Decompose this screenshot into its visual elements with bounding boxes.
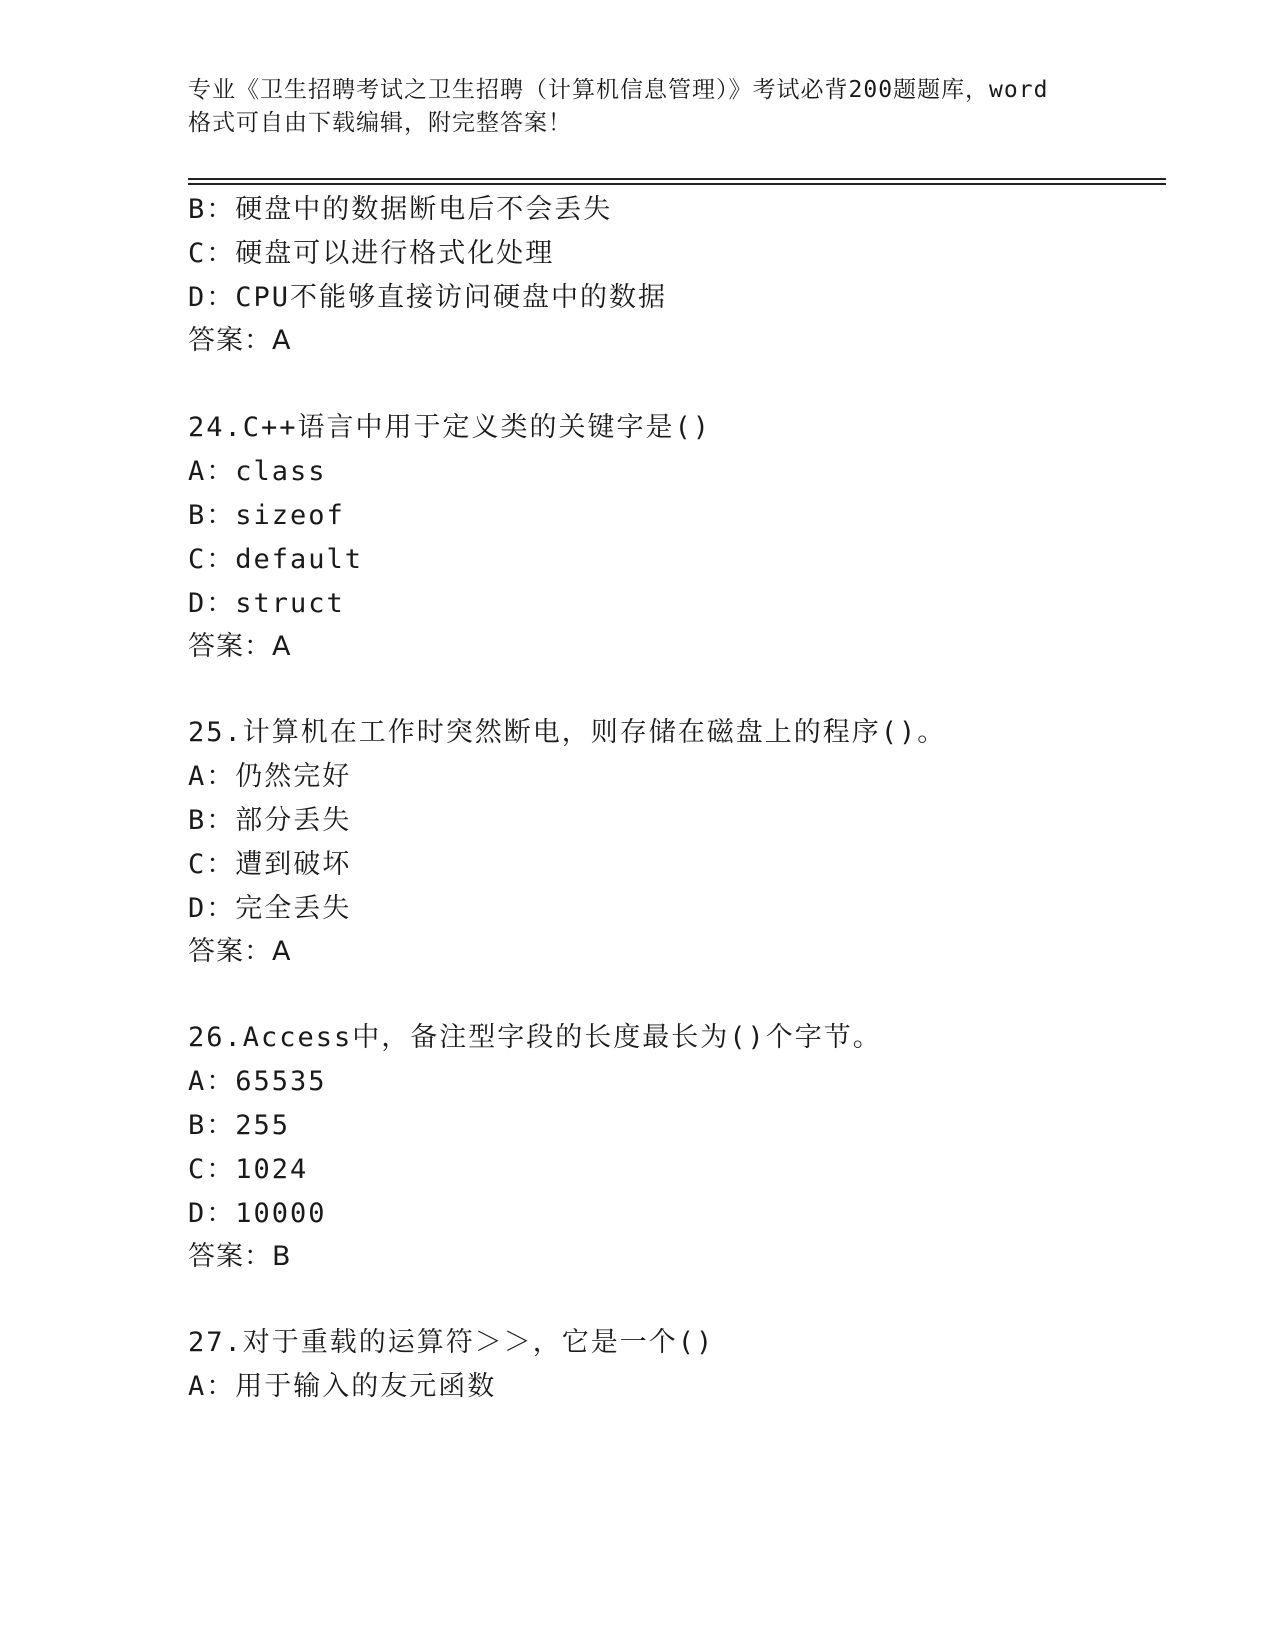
q25-title: 25.计算机在工作时突然断电，则存储在磁盘上的程序()。 (188, 717, 947, 748)
prev-question-option-d: D：CPU不能够直接访问硬盘中的数据 (188, 282, 668, 313)
prev-question-option-b: B：硬盘中的数据断电后不会丢失 (188, 194, 613, 225)
header-divider-bottom (188, 183, 1166, 185)
header-divider-top (188, 178, 1166, 180)
q27-option-a: A：用于输入的友元函数 (188, 1371, 497, 1402)
prev-question-answer: 答案：A (188, 325, 292, 356)
q24-answer: 答案：A (188, 631, 292, 662)
q24-option-d: D：struct (188, 588, 345, 619)
q25-option-b: B：部分丢失 (188, 805, 352, 836)
q24-option-b: B：sizeof (188, 500, 345, 531)
q26-answer: 答案：B (188, 1241, 292, 1272)
q26-option-b: B：255 (188, 1110, 291, 1141)
q24-title: 24.C++语言中用于定义类的关键字是() (188, 412, 712, 443)
document-header (188, 74, 1088, 140)
q26-option-c: C：1024 (188, 1154, 309, 1185)
q25-answer: 答案：A (188, 936, 292, 967)
q27-title: 27.对于重载的运算符＞＞，它是一个() (188, 1327, 715, 1358)
header-line-2: 格式可自由下载编辑，附完整答案！ (188, 110, 572, 136)
q25-option-c: C：遭到破坏 (188, 849, 352, 880)
q24-option-a: A：class (188, 456, 327, 487)
q25-option-d: D：完全丢失 (188, 893, 352, 924)
q25-option-a: A：仍然完好 (188, 761, 352, 792)
header-line-1: 专业《卫生招聘考试之卫生招聘（计算机信息管理）》考试必背200题题库，word (188, 77, 1049, 103)
prev-question-option-c: C：硬盘可以进行格式化处理 (188, 238, 555, 269)
q26-title: 26.Access中，备注型字段的长度最长为()个字节。 (188, 1022, 882, 1053)
q24-option-c: C：default (188, 544, 364, 575)
q26-option-d: D：10000 (188, 1198, 327, 1229)
q26-option-a: A：65535 (188, 1066, 327, 1097)
